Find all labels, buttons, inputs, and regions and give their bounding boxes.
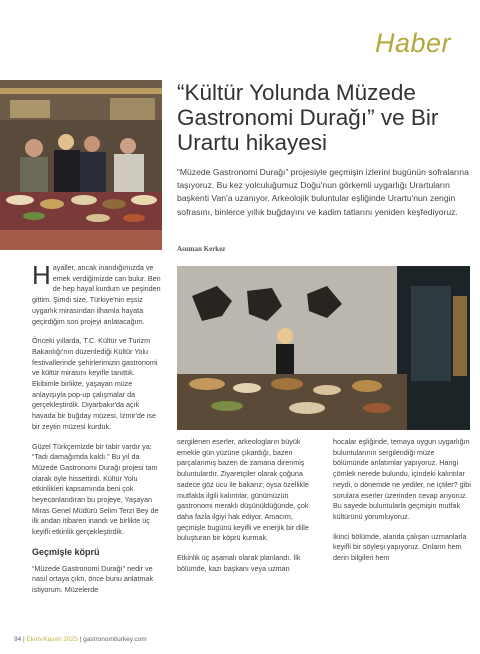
drop-cap: H	[32, 260, 51, 290]
issue-date: Ekim-Kasım 2025	[26, 636, 78, 643]
paragraph: hocalar eşliğinde, temaya uygun uygarlığın buluntularının sergilendiği müze bölümünde anlatımlar yapıyoruz. Hangi çömlek nerede bulundu, içindeki kalıntılar neydi, o dönemde ne yediler, ne içtiler? gibi sorulara eserler üzerinden cevap arıyoruz. Bu sayede buluntularla geçmişin mutfak kültürünü yorumluyoruz.	[333, 437, 471, 521]
column-3	[333, 437, 471, 573]
column-2	[177, 437, 317, 583]
subheading: Geçmişle köprü	[32, 546, 100, 557]
article-title: “Kültür Yolunda Müzede Gastronomi Durağı” ve Bir Urartu hikayesi	[177, 80, 439, 155]
intro-paragraph: Hayaller, ancak inandığımızda ve emek verdiğimizde can bulur. Ben de hep hayal kurdum ve peşinden gittim. Şimdi size, Türkiye'nin eşsiz uygarlık mirasından ilhamla hayata geçirdiğim son projeyi anlatacağım.	[32, 260, 161, 326]
paragraph: Güzel Türkçemizde bir tabir vardır ya: “Tadı damağımda kaldı.” Bu yıl da Müzede Gastronomi Durağı projesi tam olarak öyle hissettirdi. Kültür Yolu etkinlikleri kapsamında beni çok heyecanlandıran bu projeye, Yaşayan Miras Genel Müdürü Selim Terzi Bey de ilk andan itibaren inandı ve birlikte üç keyifli etkinlik gerçekleştirdik.	[32, 441, 159, 537]
paragraph: İkinci bölümde, alanda çalışan uzmanlarla keyifli bir söyleşi yapıyoruz. Onların hem derin bilgileri hem	[333, 531, 467, 563]
museum-photo	[177, 266, 470, 430]
website-link[interactable]: gastronomiturkey.com	[83, 636, 147, 643]
page-footer: 94 | Ekim-Kasım 2025 | gastronomiturkey.com	[14, 636, 147, 643]
paragraph: Önceki yıllarda, T.C. Kültür ve Turizm Bakanlığı'nın düzenlediği Kültür Yolu festivallerinde şehirlerimizin gastronomi ve kültür mirasını keyifle tanıttık. Ekibimle birlikte, yaşayan müze anlayışıyla pop-up çalışmalar da gerçekleştirdik. Diyarbakır'da açık havada bir buğday müzesi, İzmir'de ise bir zeytin müzesi kurduk.	[32, 336, 158, 431]
article-author: Asuman Kerkez	[177, 245, 226, 253]
paragraph: sergilenen eserler, arkeologların büyük emekle gün yüzüne çıkardığı, bazen parçalanmış bazen de zamana direnmiş buluntulardır. Ziyaretçiler olarak çoğuna sadece göz ucu ile bakarız; oysa özellikle mutfakla ilgili kalıntılar, günümüzün gastronomi meraklı düşünüldüğünde, çok daha fazla ilgiyi hak ediyor. Amacım, geçmişle bugünü keyifli ve enerjik bir dille buluşturan bir köprü kurmak.	[177, 437, 309, 543]
column-1	[32, 260, 162, 605]
article-lead: “Müzede Gastronomi Durağı” projesiyle geçmişin izlerini bugünün sofralarına taşıyoruz. Bu kez yolculuğumuz Doğu'nun görkemli uygarlığı Urartuların başkenti Van'a uzanıyor. Arkeolojik buluntular eşliğinde Urartu'nun zengin sofrasını, binlerce yıllık buğdayını ve kadim tatlarını yeniden keşfediyoruz.	[177, 167, 469, 217]
group-photo	[0, 80, 162, 250]
section-title: Haber	[375, 28, 452, 58]
paragraph: Etkinlik üç aşamalı olarak planlandı. İlk bölümde, kazı başkanı veya uzman	[177, 553, 301, 573]
page-number: 94	[14, 636, 22, 643]
paragraph: “Müzede Gastronomi Durağı” nedir ve nasıl ortaya çıktı, önce bunu anlatmak istiyorum. Müzelerde	[32, 563, 154, 594]
